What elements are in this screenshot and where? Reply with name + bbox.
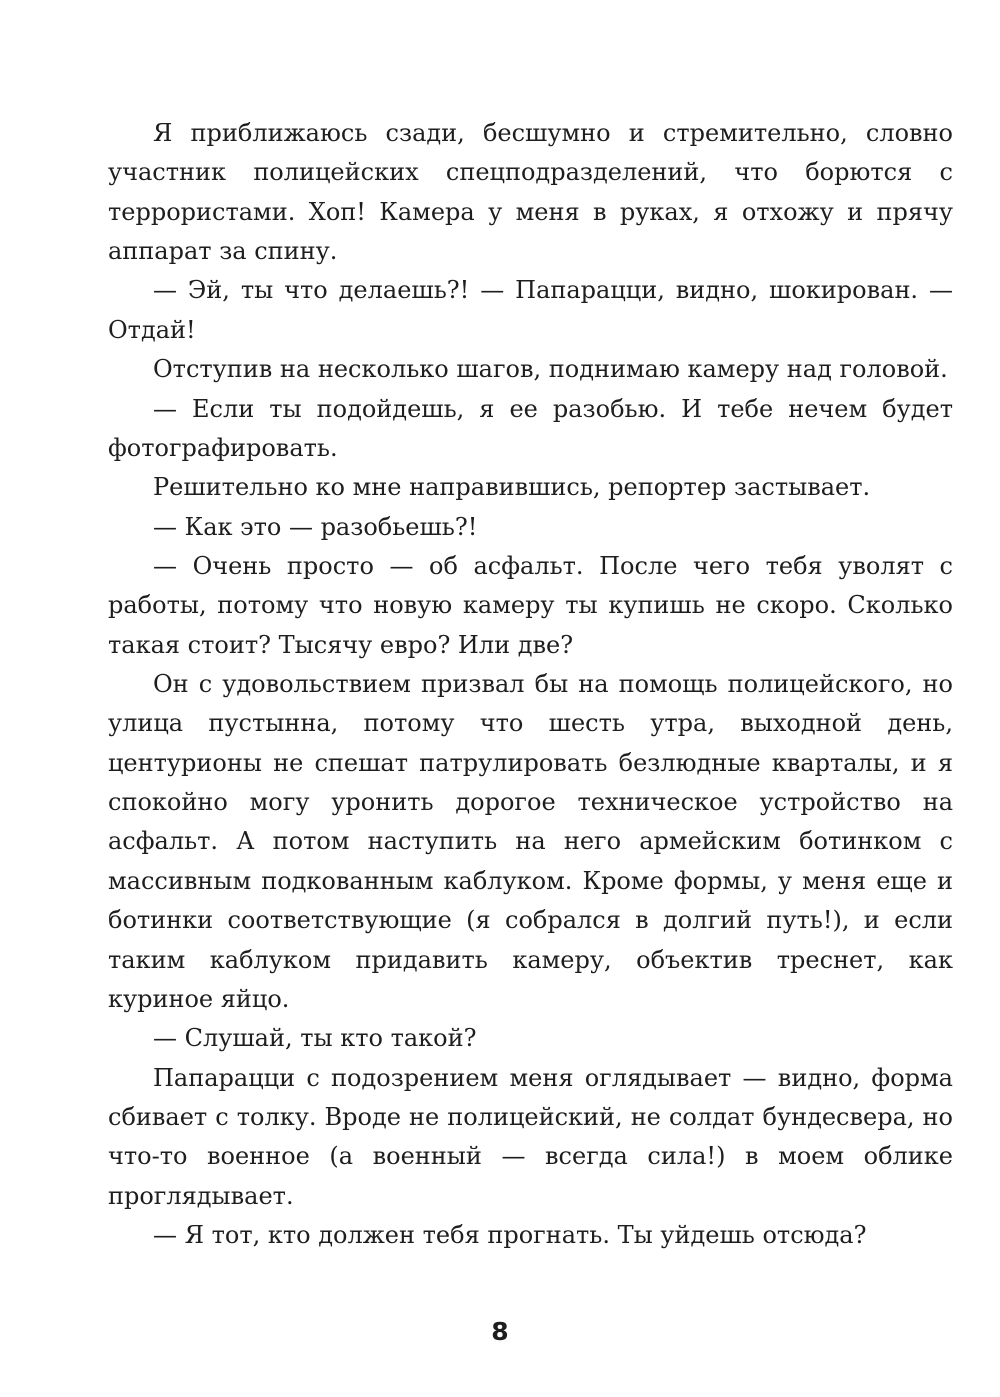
- paragraph: Я приближаюсь сзади, бесшумно и стремительно, словно участник полицейских спецподразделений, что борются с террористами. Хоп! Камера у меня в руках, я отхожу и прячу аппарат за спину.: [108, 119, 953, 266]
- paragraph: Он с удовольствием призвал бы на помощь полицейского, но улица пустынна, потому что шесть утра, выходной день, центурионы не спешат патрулировать безлюдные кварталы, и я спокойно могу уронить дорогое техническое устройство на асфальт. А потом наступить на него армейским ботинком с массивным подкованным каблуком. Кроме формы, у меня еще и ботинки соответствующие (я собрался в долгий путь!), и если таким каблуком придавить камеру, объектив треснет, как куриное яйцо.: [108, 670, 953, 1013]
- paragraph: Отступив на несколько шагов, поднимаю камеру над головой.: [153, 355, 948, 384]
- paragraph: — Если ты подойдешь, я ее разобью. И тебе нечем будет фотографировать.: [108, 394, 953, 462]
- paragraph: Решительно ко мне направившись, репортер застывает.: [153, 473, 871, 502]
- paragraph: Папарацци с подозрением меня оглядывает — видно, форма сбивает с толку. Вроде не полицейский, не солдат бундесвера, но что-то военное (а военный — всегда сила!) в моем облике проглядывает.: [108, 1063, 953, 1210]
- page-number: 8: [491, 1317, 509, 1346]
- paragraph: — Как это — разобьешь?!: [153, 512, 478, 541]
- paragraph: — Эй, ты что делаешь?! — Папарацци, видно, шокирован. — Отдай!: [108, 276, 953, 344]
- paragraph: — Слушай, ты кто такой?: [153, 1024, 477, 1053]
- paragraph: — Я тот, кто должен тебя прогнать. Ты уйдешь отсюда?: [153, 1221, 867, 1250]
- paragraph: — Очень просто — об асфальт. После чего тебя уволят с работы, потому что новую камеру ты купишь не скоро. Сколько такая стоит? Тысячу евро? Или две?: [108, 551, 953, 659]
- body-text: [108, 114, 953, 1255]
